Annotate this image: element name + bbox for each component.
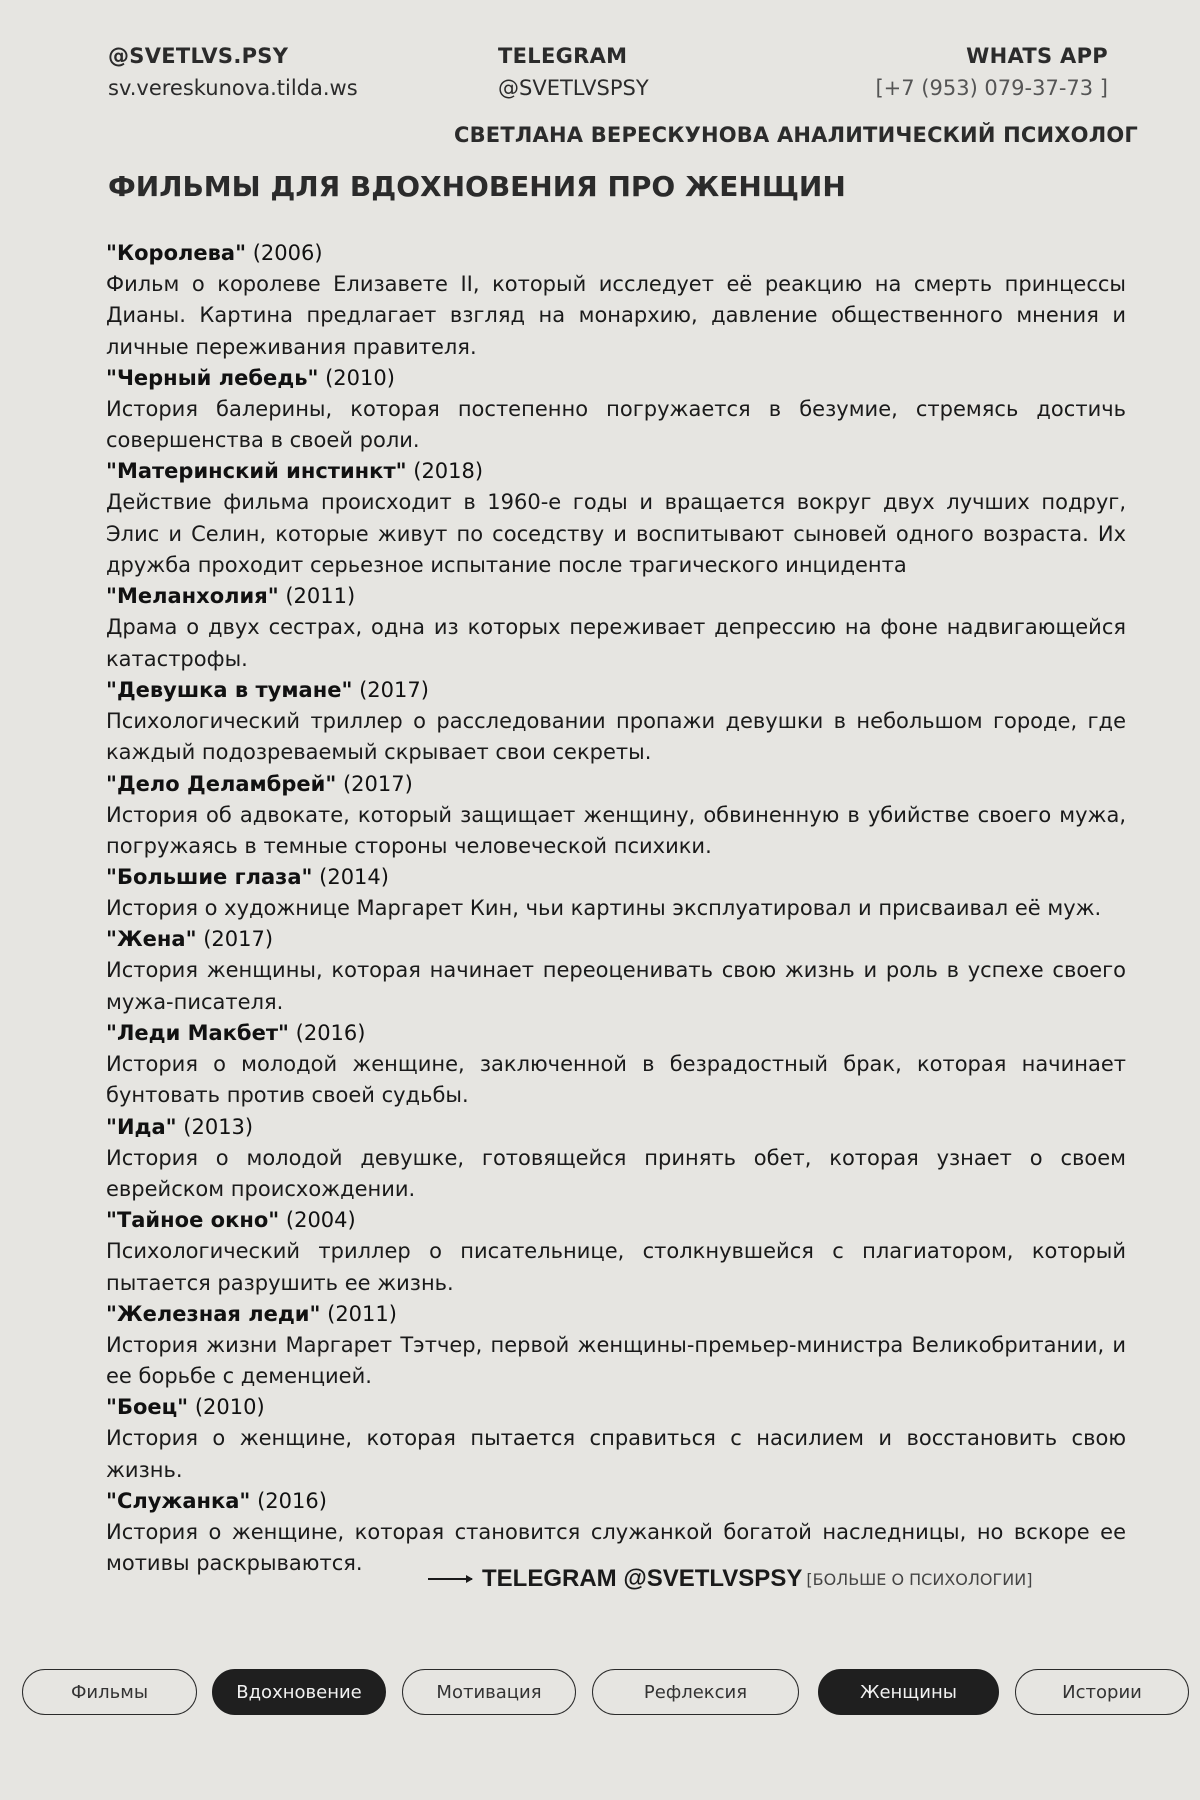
film-year: (2004) xyxy=(285,1208,356,1233)
film-year: (2014) xyxy=(319,865,389,890)
film-item xyxy=(106,363,1126,457)
film-year: (2006) xyxy=(252,241,323,265)
film-year: (2017) xyxy=(342,771,413,796)
film-item xyxy=(106,1205,1126,1299)
instagram-contact xyxy=(108,44,358,100)
author-subtitle: СВЕТЛАНА ВЕРЕСКУНОВА АНАЛИТИЧЕСКИЙ ПСИХОЛОГ xyxy=(453,123,1138,147)
telegram-contact xyxy=(498,44,649,100)
film-name: "Жена" xyxy=(106,927,197,952)
film-title xyxy=(106,581,1126,612)
film-description: История о женщине, которая пытается справиться с насилием и восстановить свою жизнь. xyxy=(106,1426,1126,1482)
film-title xyxy=(106,238,1126,269)
film-item xyxy=(106,1018,1126,1112)
whatsapp-label: WHATS APP xyxy=(966,44,1108,68)
film-year: (2010) xyxy=(325,365,395,390)
telegram-label: TELEGRAM xyxy=(498,44,628,68)
telegram-footer-text: TELEGRAM @SVETLVSPSY xyxy=(482,1565,803,1592)
film-name: "Большие глаза" xyxy=(106,865,313,890)
page-title: ФИЛЬМЫ ДЛЯ ВДОХНОВЕНИЯ ПРО ЖЕНЩИН xyxy=(108,170,846,203)
tag-inspiration[interactable]: Вдохновение xyxy=(212,1669,386,1715)
film-item xyxy=(106,238,1126,363)
film-name: "Меланхолия" xyxy=(106,584,279,609)
film-item xyxy=(106,1112,1126,1206)
film-title xyxy=(106,862,1126,893)
film-name: "Черный лебедь" xyxy=(106,365,319,390)
film-description: Фильм о королеве Елизавете II, который исследует её реакцию на смерть принцессы Дианы. Картина предлагает взгляд на монархию, давление общественного мнения и личные переживания правителя. xyxy=(106,272,1126,359)
film-name: "Дело Деламбрей" xyxy=(106,771,337,796)
film-description: История о женщине, которая становится служанкой богатой наследницы, но вскоре ее мотивы раскрываются. xyxy=(106,1520,1126,1576)
film-list xyxy=(106,238,1126,1580)
film-title xyxy=(106,456,1126,487)
whatsapp-phone[interactable]: [+7 (953) 079-37-73 ] xyxy=(875,76,1108,100)
film-item xyxy=(106,924,1126,1018)
telegram-footer-link[interactable] xyxy=(428,1565,1032,1593)
film-name: "Королева" xyxy=(106,241,247,265)
film-name: "Железная леди" xyxy=(106,1301,321,1326)
film-description: История балерины, которая постепенно погружается в безумие, стремясь достичь совершенства в своей роли. xyxy=(106,396,1126,453)
film-name: "Девушка в тумане" xyxy=(106,677,353,702)
film-year: (2017) xyxy=(203,927,274,952)
film-title xyxy=(106,363,1126,394)
film-year: (2010) xyxy=(194,1395,265,1420)
film-title xyxy=(106,1018,1126,1049)
tag-stories[interactable]: Истории xyxy=(1015,1669,1189,1715)
telegram-handle[interactable]: @SVETLVSPSY xyxy=(498,76,649,100)
film-year: (2011) xyxy=(285,584,356,609)
film-item xyxy=(106,456,1126,581)
film-item xyxy=(106,1392,1126,1486)
film-name: "Леди Макбет" xyxy=(106,1021,289,1046)
more-about-psychology: [БОЛЬШЕ О ПСИХОЛОГИИ] xyxy=(806,1569,1033,1589)
film-name: "Тайное окно" xyxy=(106,1208,280,1233)
film-description: История о художнице Маргарет Кин, чьи картины эксплуатировал и присваивал её муж. xyxy=(106,896,1102,921)
arrow-right-icon xyxy=(428,1578,472,1580)
website-link[interactable]: sv.vereskunova.tilda.ws xyxy=(108,76,358,100)
film-title xyxy=(106,924,1126,955)
film-title xyxy=(106,769,1126,800)
film-description: Психологический триллер о писательнице, столкнувшейся с плагиатором, который пытается разрушить ее жизнь. xyxy=(106,1239,1126,1295)
tag-films[interactable]: Фильмы xyxy=(22,1669,197,1715)
film-description: История женщины, которая начинает переоценивать свою жизнь и роль в успехе своего мужа-писателя. xyxy=(106,958,1126,1014)
film-year: (2016) xyxy=(257,1489,327,1514)
whatsapp-contact xyxy=(875,44,1108,100)
tag-motivation[interactable]: Мотивация xyxy=(402,1669,576,1715)
film-name: "Боец" xyxy=(106,1395,189,1420)
film-description: История жизни Маргарет Тэтчер, первой женщины-премьер-министра Великобритании, и ее борьбе с деменцией. xyxy=(106,1332,1126,1389)
film-description: Психологический триллер о расследовании пропажи девушки в небольшом городе, где каждый подозреваемый скрывает свои секреты. xyxy=(106,708,1126,765)
film-description: История о молодой девушке, готовящейся принять обет, которая узнает о своем еврейском происхождении. xyxy=(106,1145,1126,1201)
film-description: История о молодой женщине, заключенной в безрадостный брак, которая начинает бунтовать против своей судьбы. xyxy=(106,1052,1126,1108)
film-title xyxy=(106,1299,1126,1330)
film-year: (2013) xyxy=(183,1114,254,1139)
film-item xyxy=(106,769,1126,863)
film-title xyxy=(106,1112,1126,1143)
film-year: (2018) xyxy=(413,459,484,484)
film-description: Драма о двух сестрах, одна из которых переживает депрессию на фоне надвигающейся катастрофы. xyxy=(106,615,1126,671)
film-title xyxy=(106,675,1126,706)
film-title xyxy=(106,1486,1126,1517)
film-item xyxy=(106,862,1126,924)
film-name: "Ида" xyxy=(106,1114,177,1139)
film-description: Действие фильма происходит в 1960-е годы и вращается вокруг двух лучших подруг, Элис и Селин, которые живут по соседству и воспитывают сыновей одного возраста. Их дружба проходит серьезное испытание после трагического инцидента xyxy=(106,490,1126,578)
film-year: (2011) xyxy=(327,1301,397,1326)
tag-reflection[interactable]: Рефлексия xyxy=(592,1669,799,1715)
instagram-handle[interactable]: @SVETLVS.PSY xyxy=(108,44,289,68)
film-name: "Материнский инстинкт" xyxy=(106,459,407,484)
film-title xyxy=(106,1392,1126,1423)
tag-women[interactable]: Женщины xyxy=(818,1669,999,1715)
film-year: (2017) xyxy=(359,677,429,702)
film-item xyxy=(106,581,1126,675)
film-description: История об адвокате, который защищает женщину, обвиненную в убийстве своего мужа, погружаясь в темные стороны человеческой психики. xyxy=(106,802,1126,858)
film-item xyxy=(106,675,1126,769)
tag-list xyxy=(0,1669,1200,1719)
film-year: (2016) xyxy=(295,1021,366,1046)
film-item xyxy=(106,1299,1126,1393)
film-title xyxy=(106,1205,1126,1236)
film-name: "Служанка" xyxy=(106,1489,251,1514)
